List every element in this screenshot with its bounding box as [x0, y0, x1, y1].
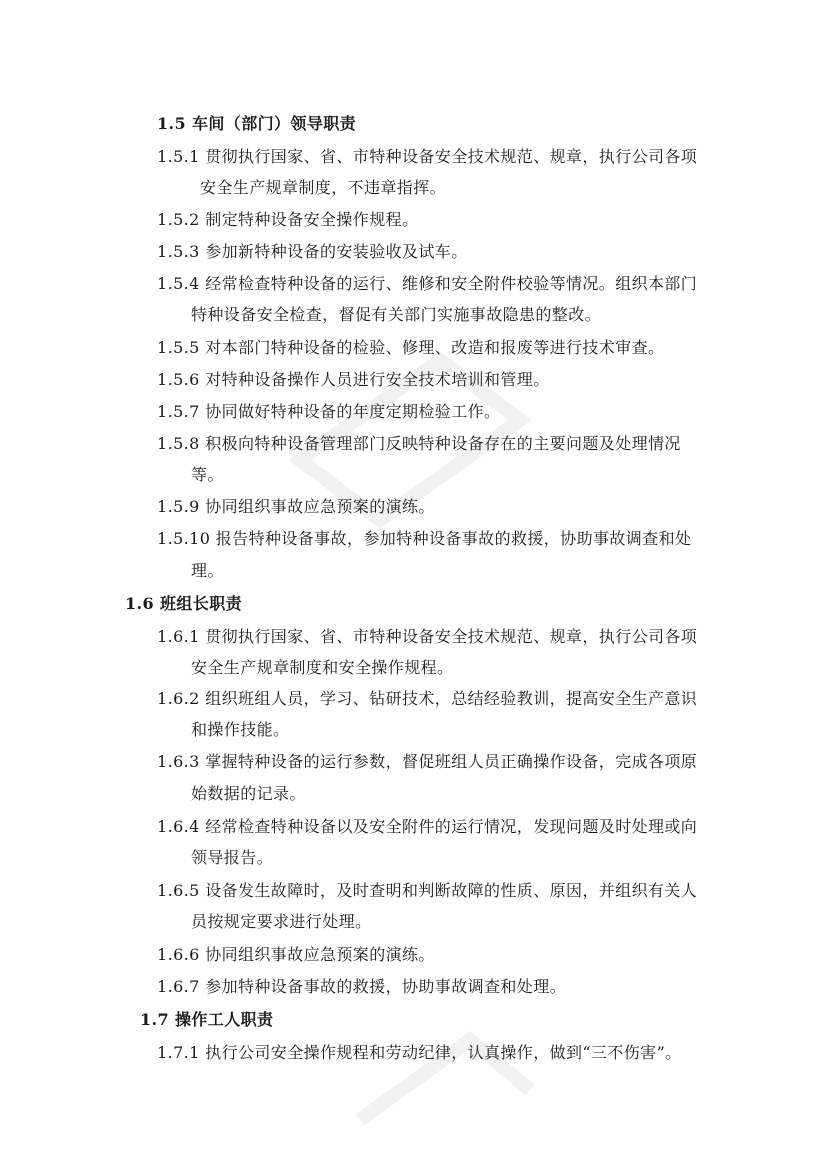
item-1-5-8-line-2: 等。: [191, 465, 224, 484]
item-1-6-7: 1.6.7 参加特种设备事故的救援，协助事故调查和处理。: [157, 977, 566, 996]
item-1-5-8-line-1: 1.5.8 积极向特种设备管理部门反映特种设备存在的主要问题及处理情况: [157, 434, 681, 453]
item-1-5-6: 1.5.6 对特种设备操作人员进行安全技术培训和管理。: [157, 370, 550, 389]
item-1-6-2-line-1: 1.6.2 组织班组人员，学习、钻研技术，总结经验教训，提高安全生产意识: [157, 689, 698, 708]
item-1-6-6: 1.6.6 协同组织事故应急预案的演练。: [157, 945, 435, 964]
item-1-5-4-line-2: 特种设备安全检查，督促有关部门实施事故隐患的整改。: [191, 305, 602, 324]
item-1-6-5-line-1: 1.6.5 设备发生故障时，及时查明和判断故障的性质、原因，并组织有关人: [157, 881, 698, 900]
item-1-7-1: 1.7.1 执行公司安全操作规程和劳动纪律，认真操作，做到“三不伤害”。: [157, 1043, 682, 1062]
item-1-5-3: 1.5.3 参加新特种设备的安装验收及试车。: [157, 242, 468, 261]
item-1-6-1-line-1: 1.6.1 贯彻执行国家、省、市特种设备安全技术规范、规章，执行公司各项: [157, 627, 698, 646]
item-1-5-10-line-2: 理。: [191, 561, 224, 580]
item-1-5-2: 1.5.2 制定特种设备安全操作规程。: [157, 210, 419, 229]
item-1-6-4-line-1: 1.6.4 经常检查特种设备以及安全附件的运行情况，发现问题及时处理或向: [157, 817, 698, 836]
item-1-5-1-line-2: 安全生产规章制度，不违章指挥。: [200, 178, 447, 197]
section-heading-1-5: 1.5 车间（部门）领导职责: [157, 114, 357, 133]
section-heading-1-7: 1.7 操作工人职责: [140, 1010, 274, 1029]
item-1-6-3-line-1: 1.6.3 掌握特种设备的运行参数，督促班组人员正确操作设备，完成各项原: [157, 752, 698, 771]
item-1-5-4-line-1: 1.5.4 经常检查特种设备的运行、维修和安全附件校验等情况。组织本部门: [157, 274, 698, 293]
item-1-6-1-line-2: 安全生产规章制度和安全操作规程。: [191, 658, 454, 677]
item-1-5-10-line-1: 1.5.10 报告特种设备事故，参加特种设备事故的救援，协助事故调查和处: [157, 529, 692, 548]
item-1-6-3-line-2: 始数据的记录。: [191, 784, 306, 803]
item-1-5-7: 1.5.7 协同做好特种设备的年度定期检验工作。: [157, 402, 501, 421]
section-heading-1-6: 1.6 班组长职责: [125, 594, 243, 613]
item-1-5-9: 1.5.9 协同组织事故应急预案的演练。: [157, 497, 435, 516]
item-1-5-1-line-1: 1.5.1 贯彻执行国家、省、市特种设备安全技术规范、规章，执行公司各项: [157, 147, 698, 166]
item-1-5-5: 1.5.5 对本部门特种设备的检验、修理、改造和报废等进行技术审查。: [157, 338, 665, 357]
item-1-6-5-line-2: 员按规定要求进行处理。: [191, 912, 372, 931]
item-1-6-4-line-2: 领导报告。: [191, 848, 274, 867]
item-1-6-2-line-2: 和操作技能。: [191, 720, 290, 739]
